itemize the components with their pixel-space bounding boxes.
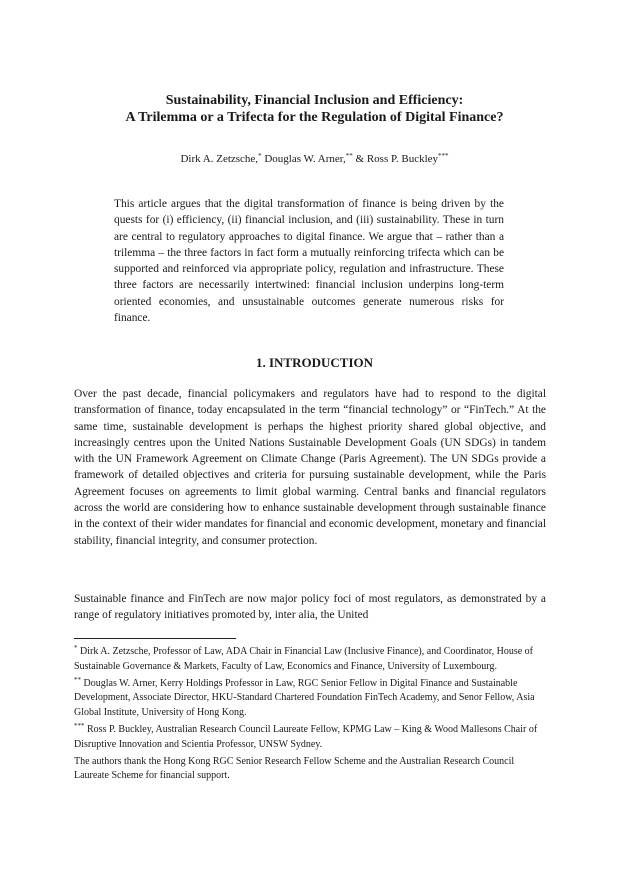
section-heading: 1. INTRODUCTION bbox=[255, 355, 373, 370]
body-paragraph: Over the past decade, financial policymakers and regulators have had to respond to the digital transformation of finance, today encapsulated in the term “financial technology” or “FinTech.” At the same time, sustainable development is perhaps the highest priority shared global objective, and increasingly centres upon the United Nations Sustainable Development Goals (UN SDGs) in tandem with the UN Framework Agreement on Climate Change (Paris Agreement). The UN SDGs provide a framework of detailed objectives and criteria for pursuing sustainable development, while the Paris Agreement focuses on agreements to limit global warming. Central banks and financial regulators across the world are considering how to enhance sustainable development through sustainable finance in the context of their wider mandates for financial and economic development, monetary and financial stability, financial integrity, and consumer protection. bbox=[74, 388, 546, 547]
footnotes bbox=[74, 645, 546, 786]
author-footnote-mark: ** bbox=[345, 152, 353, 160]
footnote bbox=[74, 677, 546, 721]
author-footnote-mark: * bbox=[258, 152, 262, 160]
footnote-divider bbox=[74, 638, 236, 639]
author-name: Dirk A. Zetzsche, bbox=[180, 153, 259, 165]
author-name: & Ross P. Buckley bbox=[355, 153, 439, 165]
author-name: Douglas W. Arner, bbox=[264, 153, 346, 165]
footnote-text: Ross P. Buckley, Australian Research Council Laureate Fellow, KPMG Law – King & Wood Mallesons Chair of Disruptive Innovation and Scientia Professor, UNSW Sydney. bbox=[74, 723, 538, 750]
paper-title bbox=[40, 92, 589, 126]
body-paragraph: Sustainable finance and FinTech are now major policy foci of most regulators, as demonstrated by a range of regulatory initiatives promoted by, inter alia, the United bbox=[74, 593, 546, 622]
footnote-mark: * bbox=[74, 644, 78, 652]
footnote bbox=[74, 645, 546, 675]
footnote-text: The authors thank the Hong Kong RGC Senior Research Fellow Scheme and the Australian Research Council Laureate Scheme for financial support. bbox=[74, 755, 515, 782]
footnote-mark: ** bbox=[74, 675, 81, 684]
title-line-1: Sustainability, Financial Inclusion and Efficiency: bbox=[165, 93, 464, 108]
title-line-2: A Trilemma or a Trifecta for the Regulation of Digital Finance? bbox=[125, 110, 504, 125]
footnote-mark: *** bbox=[74, 721, 85, 730]
footnote-text: Dirk A. Zetzsche, Professor of Law, ADA Chair in Financial Law (Inclusive Finance), and Coordinator, House of Sustainable Governance & Markets, Faculty of Law, Economics and Finance, University of Luxembourg. bbox=[74, 646, 534, 672]
author-list bbox=[40, 152, 589, 166]
footnote-text: Douglas W. Arner, Kerry Holdings Professor in Law, RGC Senior Fellow in Digital Finance and Sustainable Development, Associate Director, HKU-Standard Chartered Foundation FinTech Academy, and Senor Fellow, Asia Global Institute, University of Hong Kong. bbox=[74, 677, 535, 719]
author-footnote-mark: *** bbox=[438, 152, 449, 160]
footnote bbox=[74, 755, 546, 785]
footnote bbox=[74, 723, 546, 753]
abstract: This article argues that the digital transformation of finance is being driven by the quests for (i) efficiency, (ii) financial inclusion, and (iii) sustainability. These in turn are central to regulatory approaches to digital finance. We argue that – rather than a trilemma – the three factors in fact form a mutually reinforcing trifecta which can be supported and reinforced via appropriate policy, regulation and infrastructure. These three factors are necessarily intertwined: financial inclusion underpins long-term oriented economies, and unsustainable outcomes generate numerous risks for finance. bbox=[114, 198, 504, 325]
